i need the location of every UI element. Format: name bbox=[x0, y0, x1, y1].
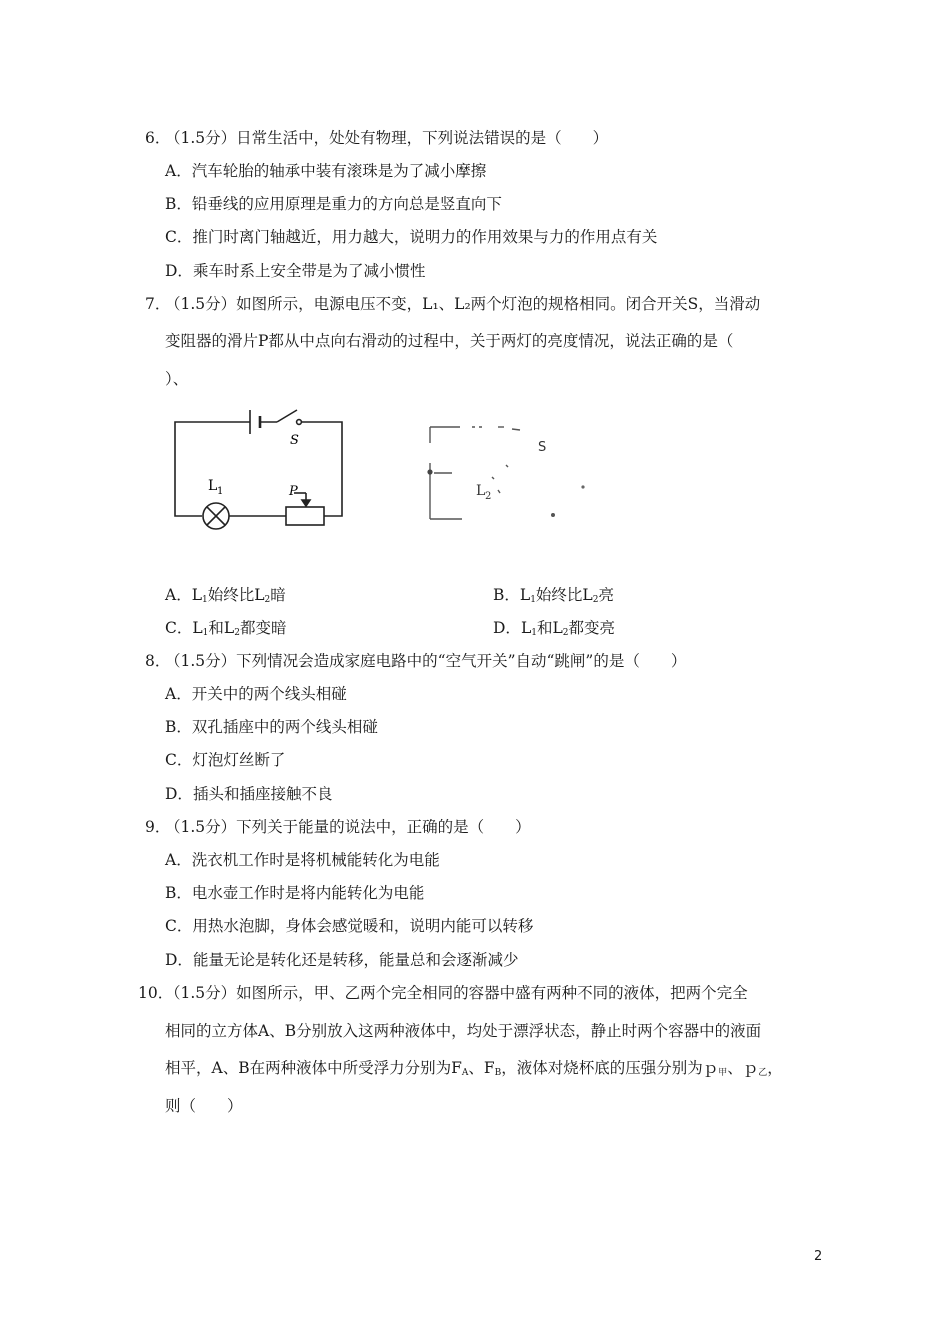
page-number: 2 bbox=[814, 1249, 823, 1264]
option-letter: C． bbox=[165, 619, 193, 637]
question-10-stem-line-1: （1.5分）如图所示，甲、乙两个完全相同的容器中盛有两种不同的液体，把两个完全 bbox=[165, 984, 748, 1002]
question-10-stem-line-2: 相同的立方体A、B分别放入这两种液体中，均处于漂浮状态，静止时两个容器中的液面 bbox=[165, 1022, 762, 1040]
option-text: 乘车时系上安全带是为了减小惯性 bbox=[192, 262, 426, 280]
question-8-option-a bbox=[165, 684, 347, 704]
option-text: 电水壶工作时是将内能转化为电能 bbox=[191, 884, 425, 902]
option-text: 洗衣机工作时是将机械能转化为电能 bbox=[191, 851, 440, 869]
question-6-number: 6． bbox=[145, 129, 171, 147]
question-9-stem: （1.5分）下列关于能量的说法中，正确的是（ ） bbox=[165, 818, 531, 836]
question-7-stem-line-1: （1.5分）如图所示，电源电压不变，L₁、L₂两个灯泡的规格相同。闭合开关S，当滑动 bbox=[165, 295, 761, 313]
question-9-number: 9． bbox=[145, 818, 171, 836]
circuit-diagram-left bbox=[160, 400, 360, 540]
junction-dot bbox=[581, 485, 584, 488]
option-letter: B． bbox=[165, 195, 192, 213]
question-10-stem-line-4: 则（ ） bbox=[165, 1097, 243, 1115]
option-text: $L_1$和$L_2$都变亮 bbox=[520, 619, 616, 638]
switch-label-left: S bbox=[290, 433, 299, 448]
question-7-stem-line-2: 变阻器的滑片P都从中点向右滑动的过程中，关于两灯的亮度情况，说法正确的是（ bbox=[165, 332, 734, 350]
option-letter: A． bbox=[165, 162, 192, 180]
option-letter: C． bbox=[165, 917, 193, 935]
question-10-stem-line-3: 相平，A、B在两种液体中所受浮力分别为$F_A$、$F_B$，液体对烧杯底的压强分别为ｐ$_甲$、ｐ$_乙$， bbox=[165, 1059, 783, 1078]
option-text: 灯泡灯丝断了 bbox=[192, 751, 286, 769]
slider-label: P bbox=[289, 484, 298, 499]
question-7-option-a bbox=[165, 585, 286, 610]
option-text: 汽车轮胎的轴承中装有滚珠是为了减小摩擦 bbox=[191, 162, 487, 180]
option-letter: B． bbox=[165, 718, 192, 736]
lamp-label-right: L bbox=[476, 483, 486, 499]
option-text: 推门时离门轴越近，用力越大，说明力的作用效果与力的作用点有关 bbox=[192, 228, 658, 246]
question-6-option-b bbox=[165, 194, 502, 214]
option-letter: A． bbox=[165, 685, 192, 703]
option-letter: A． bbox=[165, 586, 192, 604]
option-letter: D． bbox=[165, 951, 193, 969]
option-text: 用热水泡脚，身体会感觉暖和，说明内能可以转移 bbox=[192, 917, 534, 935]
question-7-stem-line-3: ）、 bbox=[165, 370, 189, 388]
option-letter: C． bbox=[165, 751, 193, 769]
option-text: $L_1$始终比$L_2$亮 bbox=[519, 586, 614, 605]
option-letter: B． bbox=[493, 586, 520, 604]
switch-label-right: S bbox=[538, 440, 547, 455]
question-9-option-a bbox=[165, 850, 440, 870]
junction-dot bbox=[427, 469, 432, 474]
option-letter: B． bbox=[165, 884, 192, 902]
option-text: 铅垂线的应用原理是重力的方向总是竖直向下 bbox=[191, 195, 502, 213]
question-7-option-c bbox=[165, 618, 286, 643]
lamp-label-left: L bbox=[208, 478, 218, 494]
question-8-option-c bbox=[165, 750, 285, 770]
question-9-option-d bbox=[165, 950, 518, 970]
question-9-option-c bbox=[165, 916, 533, 936]
option-text: 插头和插座接触不良 bbox=[192, 785, 333, 803]
option-letter: C． bbox=[165, 228, 193, 246]
lamp-label-right-sub: 2 bbox=[485, 491, 492, 502]
option-letter: D． bbox=[493, 619, 521, 637]
question-8-number: 8． bbox=[145, 652, 171, 670]
option-text: 能量无论是转化还是转移，能量总和会逐渐减少 bbox=[192, 951, 519, 969]
question-9-option-b bbox=[165, 883, 424, 903]
question-8-stem: （1.5分）下列情况会造成家庭电路中的“空气开关”自动“跳闸”的是（ ） bbox=[165, 652, 687, 670]
option-text: $L_1$和$L_2$都变暗 bbox=[192, 619, 287, 638]
question-6-option-c bbox=[165, 227, 657, 247]
question-6-option-a bbox=[165, 161, 486, 181]
option-letter: D． bbox=[165, 262, 193, 280]
circuit-diagram-right bbox=[420, 415, 600, 530]
question-6-option-d bbox=[165, 261, 425, 281]
option-text: 双孔插座中的两个线头相碰 bbox=[191, 718, 378, 736]
question-7-option-b bbox=[493, 585, 614, 610]
question-7-option-d bbox=[493, 618, 615, 643]
question-8-option-d bbox=[165, 784, 332, 804]
option-letter: A． bbox=[165, 851, 192, 869]
question-8-option-b bbox=[165, 717, 378, 737]
option-text: $L_1$始终比$L_2$暗 bbox=[191, 586, 286, 605]
question-10-number: 10． bbox=[138, 984, 174, 1002]
option-letter: D． bbox=[165, 785, 193, 803]
question-6-stem: （1.5分）日常生活中，处处有物理，下列说法错误的是（ ） bbox=[165, 129, 609, 147]
question-7-number: 7． bbox=[145, 295, 171, 313]
lamp-label-left-sub: 1 bbox=[217, 486, 224, 497]
junction-dot bbox=[551, 513, 555, 517]
option-text: 开关中的两个线头相碰 bbox=[191, 685, 347, 703]
